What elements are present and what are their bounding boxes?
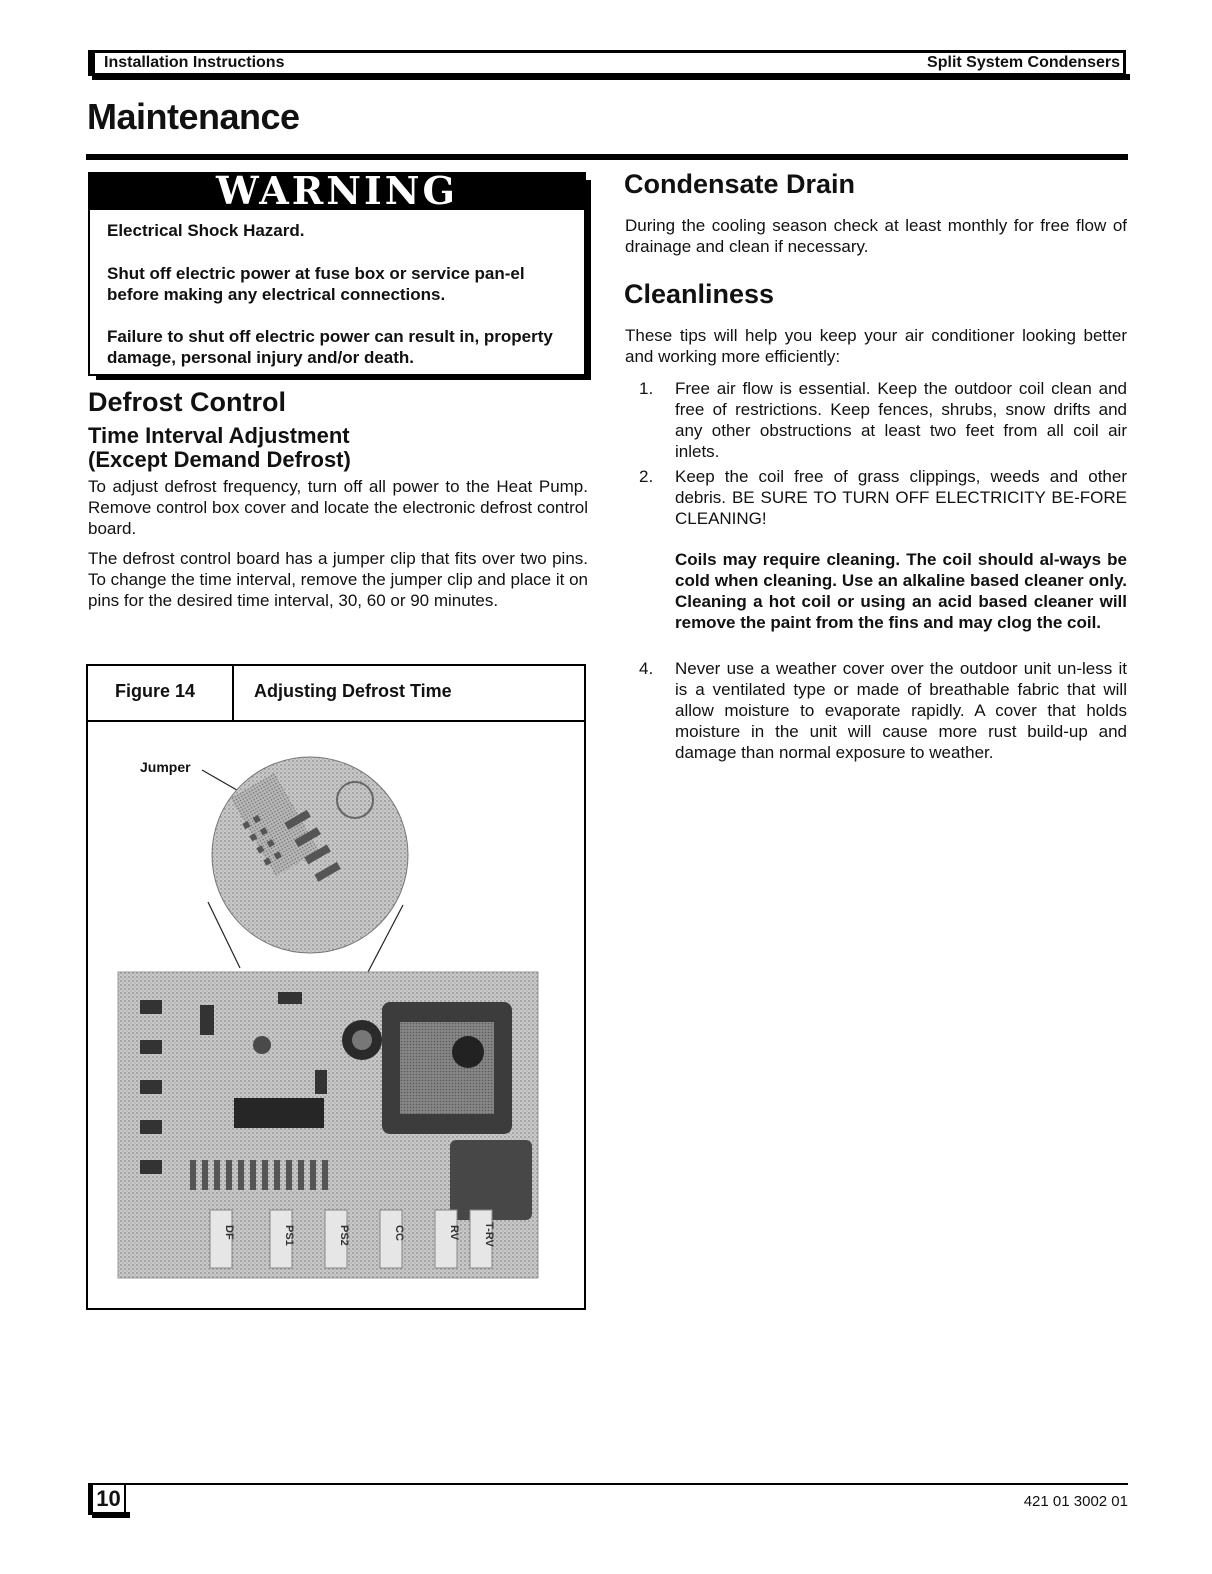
document-number: 421 01 3002 01: [1023, 1493, 1128, 1510]
figure-number: Figure 14: [115, 681, 196, 701]
list-item-1-text: Free air flow is essential. Keep the outdoor coil clean and free of restrictions. Keep fences, shrubs, snow drifts and any other obstructions at least two feet from all coil air inlets.: [675, 379, 1127, 461]
warning-line-3: Failure to shut off electric power can result in, property damage, personal injury and/or death.: [107, 327, 553, 367]
list-item-4-number: 4.: [639, 659, 654, 678]
list-item-2-number: 2.: [639, 467, 654, 486]
defrost-paragraph-1: To adjust defrost frequency, turn off all power to the Heat Pump. Remove control box cover and locate the electronic defrost control board.: [88, 477, 588, 538]
warning-shadow-bottom: [96, 376, 591, 380]
header-right-text: Split System Condensers: [927, 54, 1120, 71]
figure-header-divider: [232, 664, 234, 722]
title-rule: [86, 154, 1128, 160]
figure-caption: Adjusting Defrost Time: [254, 681, 452, 701]
footer-rule: [124, 1483, 1128, 1485]
board-label-ps1: PS1: [283, 1225, 295, 1246]
defrost-subheading-1: Time Interval Adjustment: [88, 423, 350, 448]
page-title: Maintenance: [87, 96, 300, 137]
header-shadow: [92, 74, 1130, 80]
defrost-board-illustration: [100, 740, 570, 1290]
page-number: 10: [88, 1483, 126, 1515]
board-label-rv: RV: [448, 1225, 460, 1241]
defrost-subheading-2: (Except Demand Defrost): [88, 447, 351, 472]
list-item-2-text: Keep the coil free of grass clippings, weeds and other debris. BE SURE TO TURN OFF ELECTRICITY BE-FORE CLEANING!: [675, 467, 1127, 528]
board-label-cc: CC: [393, 1225, 405, 1241]
jumper-label: Jumper: [140, 759, 191, 775]
warning-line-1: Electrical Shock Hazard.: [107, 221, 305, 240]
board-label-ps2: PS2: [338, 1225, 350, 1246]
defrost-heading: Defrost Control: [88, 387, 286, 417]
board-label-df: DF: [223, 1225, 235, 1240]
condensate-heading: Condensate Drain: [624, 169, 856, 199]
warning-line-2: Shut off electric power at fuse box or service pan-el before making any electrical connections.: [107, 264, 525, 304]
cleanliness-heading: Cleanliness: [624, 279, 775, 309]
warning-heading: WARNING: [215, 168, 458, 213]
list-item-3-text: Coils may require cleaning. The coil should al-ways be cold when cleaning. Use an alkaline based cleaner only. Cleaning a hot coil or using an acid based cleaner will remove the paint from the fins and may clog the coil.: [675, 550, 1127, 632]
list-item-1-number: 1.: [639, 379, 654, 398]
defrost-paragraph-2: The defrost control board has a jumper clip that fits over two pins. To change the time interval, remove the jumper clip and place it on pins for the desired time interval, 30, 60 or 90 minutes.: [88, 549, 588, 610]
header-left-text: Installation Instructions: [104, 54, 285, 71]
warning-shadow-right: [586, 180, 591, 380]
board-label-trv: T-RV: [483, 1222, 495, 1247]
cleanliness-intro: These tips will help you keep your air conditioner looking better and working more efficiently:: [625, 326, 1127, 366]
condensate-paragraph: During the cooling season check at least monthly for free flow of drainage and clean if necessary.: [625, 216, 1127, 256]
list-item-4-text: Never use a weather cover over the outdoor unit un-less it is a ventilated type or made of breathable fabric that will allow moisture to evaporate rapidly. A cover that holds moisture in the unit will cause more rust build-up and damage than normal exposure to weather.: [675, 659, 1127, 762]
